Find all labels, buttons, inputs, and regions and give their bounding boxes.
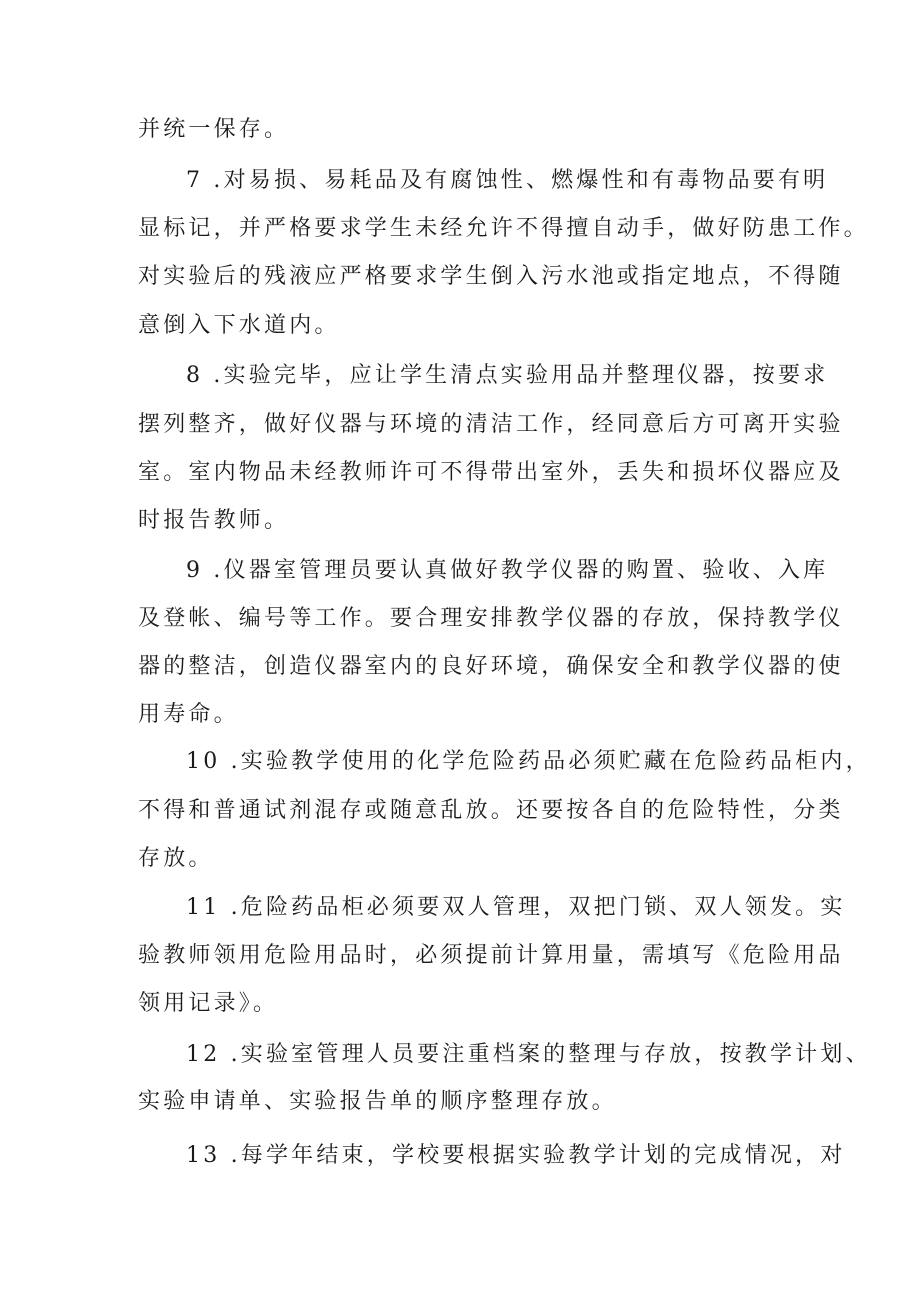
paragraph-line: 存放。 (138, 846, 214, 871)
paragraph-line: 领用记录》。 (138, 991, 279, 1016)
paragraph-line: 及登帐、编号等工作。要合理安排教学仪器的存放，保持教学仪 (138, 606, 844, 631)
paragraph-line: 11 .危险药品柜必须要双人管理，双把门锁、双人领发。实 (186, 895, 846, 920)
paragraph-line: 不得和普通试剂混存或随意乱放。还要按各自的危险特性，分类 (138, 798, 844, 823)
paragraph-line: 显标记，并严格要求学生未经允许不得擅自动手，做好防患工作。 (138, 216, 869, 241)
paragraph-line: 13 .每学年结束，学校要根据实验教学计划的完成情况，对 (186, 1143, 846, 1168)
paragraph-line: 用寿命。 (138, 702, 239, 727)
paragraph-line: 12 .实验室管理人员要注重档案的整理与存放，按教学计划、 (186, 1042, 871, 1067)
paragraph-line: 对实验后的残液应严格要求学生倒入污水池或指定地点，不得随 (138, 264, 844, 289)
paragraph-line: 7 .对易损、易耗品及有腐蚀性、燃爆性和有毒物品要有明 (186, 168, 829, 193)
paragraph-line: 实验申请单、实验报告单的顺序整理存放。 (138, 1089, 617, 1114)
paragraph-line: 意倒入下水道内。 (138, 313, 340, 338)
paragraph-line: 器的整洁，创造仪器室内的良好环境，确保安全和教学仪器的使 (138, 654, 844, 679)
paragraph-line: 验教师领用危险用品时，必须提前计算用量，需填写《危险用品 (138, 943, 844, 968)
paragraph-line: 摆列整齐，做好仪器与环境的清洁工作，经同意后方可离开实验 (138, 412, 844, 437)
paragraph-line: 室。室内物品未经教师许可不得带出室外，丢失和损坏仪器应及 (138, 460, 844, 485)
paragraph-line: 10 .实验教学使用的化学危险药品必须贮藏在危险药品柜内， (186, 749, 871, 774)
paragraph-line: 时报告教师。 (138, 508, 290, 533)
paragraph-line: 9 .仪器室管理员要认真做好教学仪器的购置、验收、入库 (186, 558, 829, 583)
paragraph-line: 并统一保存。 (138, 117, 290, 142)
paragraph-line: 8 .实验完毕，应让学生清点实验用品并整理仪器，按要求 (186, 363, 829, 388)
